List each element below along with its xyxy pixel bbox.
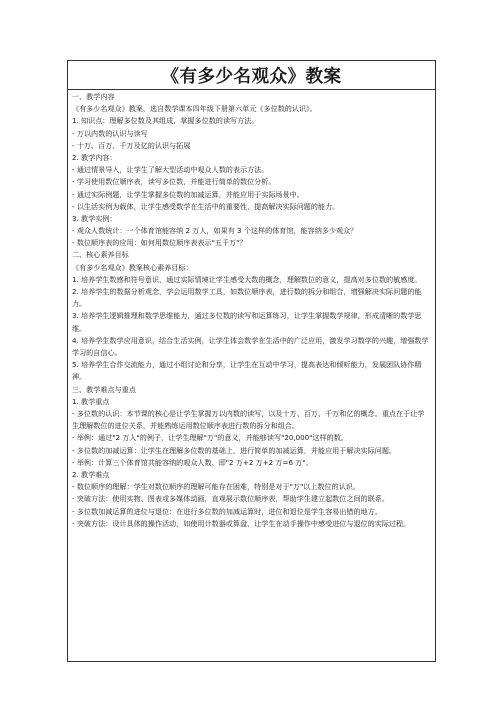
document-title: 《有多少名观众》教案 [161, 66, 342, 87]
lesson-plan-table [67, 60, 436, 662]
goal-item: 5. 培养学生合作交流能力，通过小组讨论和分享，让学生在互动中学习，提高表达和倾听能力，发展团队协作精神。 [72, 360, 422, 382]
list-item: - 学习使用数位顺序表，读写多位数，并能进行简单的数位分析。 [72, 177, 276, 187]
title-cell [68, 61, 435, 90]
intro-text: 《有多少名观众》教案，选自数学课本四年级下册第六单元《多位数的认识》。 [72, 104, 317, 114]
list-item: - 观众人数统计：一个体育馆能容纳 2 万人，如果有 3 个这样的体育馆，能容纳多少观众？ [72, 226, 358, 236]
knowledge-point: 1. 知识点：理解多位数及其组成，掌握多位数的读写方法。 [72, 116, 259, 126]
goal-item: 2. 培养学生的数据分析观念，学会运用数学工具，如数位顺序表，进行数的拆分和组合，增强解决实际问题的能力。 [72, 287, 422, 309]
section-heading: 三、教学难点与重点 [72, 384, 136, 394]
list-item: - 突破方法：使用实物、图表或多媒体动画，直观展示数位顺序表，帮助学生建立起数位之间的联系。 [72, 494, 389, 504]
section-heading: 一、教学内容 [72, 92, 115, 101]
list-item: - 数位顺序表的应用：如何用数位顺序表表示"五千万"？ [72, 238, 247, 248]
goal-item: 4. 培养学生数学应用意识，结合生活实例，让学生体会数学在生活中的广泛应用，激发学习数学的兴趣，增强数学学习的自信心。 [72, 335, 429, 358]
list-item: - 通过情景导入，让学生了解大型活动中观众人数的表示方法。 [72, 165, 269, 175]
subheading: 2. 教学内容： [72, 152, 117, 162]
subheading: 2. 教学难点 [72, 470, 110, 479]
list-item: - 举例：通过"2 万人"的例子，让学生理解"万"的意义，并能够读写"20,000"这样的数。 [72, 433, 348, 443]
list-item: - 多位数的加减运算：让学生在理解多位数的基础上，进行简单的加减运算，并能应用于解决实际问题。 [72, 445, 397, 455]
content-cell [68, 90, 435, 530]
paragraph: 《有多少名观众》教案核心素养目标： [72, 262, 193, 272]
list-item: - 多位数加减运算的进位与退位：在进行多位数的加减运算时，进位和退位是学生容易出错的地方。 [72, 506, 382, 516]
list-item: - 举例：计算三个体育馆共能容纳的观众人数，即"2 万+2 万+2 万=6 万"。 [72, 457, 313, 467]
section-heading: 二、核心素养目标 [72, 250, 129, 260]
list-item: - 十万、百万、千万及亿的认识与拓展 [72, 140, 191, 150]
goal-item: 1. 培养学生数感和符号意识，通过实际情境让学生感受大数的概念，理解数位的意义，提高对多位数的敏感度。 [72, 274, 422, 284]
list-item: - 数位顺序的理解：学生对数位顺序的理解可能存在困难，特别是对于"万"以上数位的认识。 [72, 482, 360, 492]
list-item: - 多位数的认识：本节课的核心是让学生掌握万以内数的读写，以及十万、百万、千万和亿的概念。重点在于让学生理解数位的进位关系，并能熟练运用数位顺序表进行数的拆分和组合。 [72, 409, 425, 431]
goal-item: 3. 培养学生逻辑推理和数学思维能力，通过多位数的读写和运算练习，让学生掌握数学规律，形成清晰的数学思维。 [72, 311, 422, 333]
list-item: - 万以内数的认识与读写 [72, 128, 148, 138]
subheading: 1. 教学重点 [72, 396, 110, 406]
subheading: 3. 教学实例： [72, 213, 117, 223]
list-item: - 通过实际例题，让学生掌握多位数的加减运算，并能应用于实际场景中。 [72, 189, 304, 199]
list-item: - 突破方法：设计具体的操作活动，如使用计数器或算盘，让学生在动手操作中感受进位与退位的实际过程。 [72, 518, 411, 528]
list-item: - 以生活实例为载体，让学生感受数学在生活中的重要性，提高解决实际问题的能力。 [72, 201, 340, 211]
